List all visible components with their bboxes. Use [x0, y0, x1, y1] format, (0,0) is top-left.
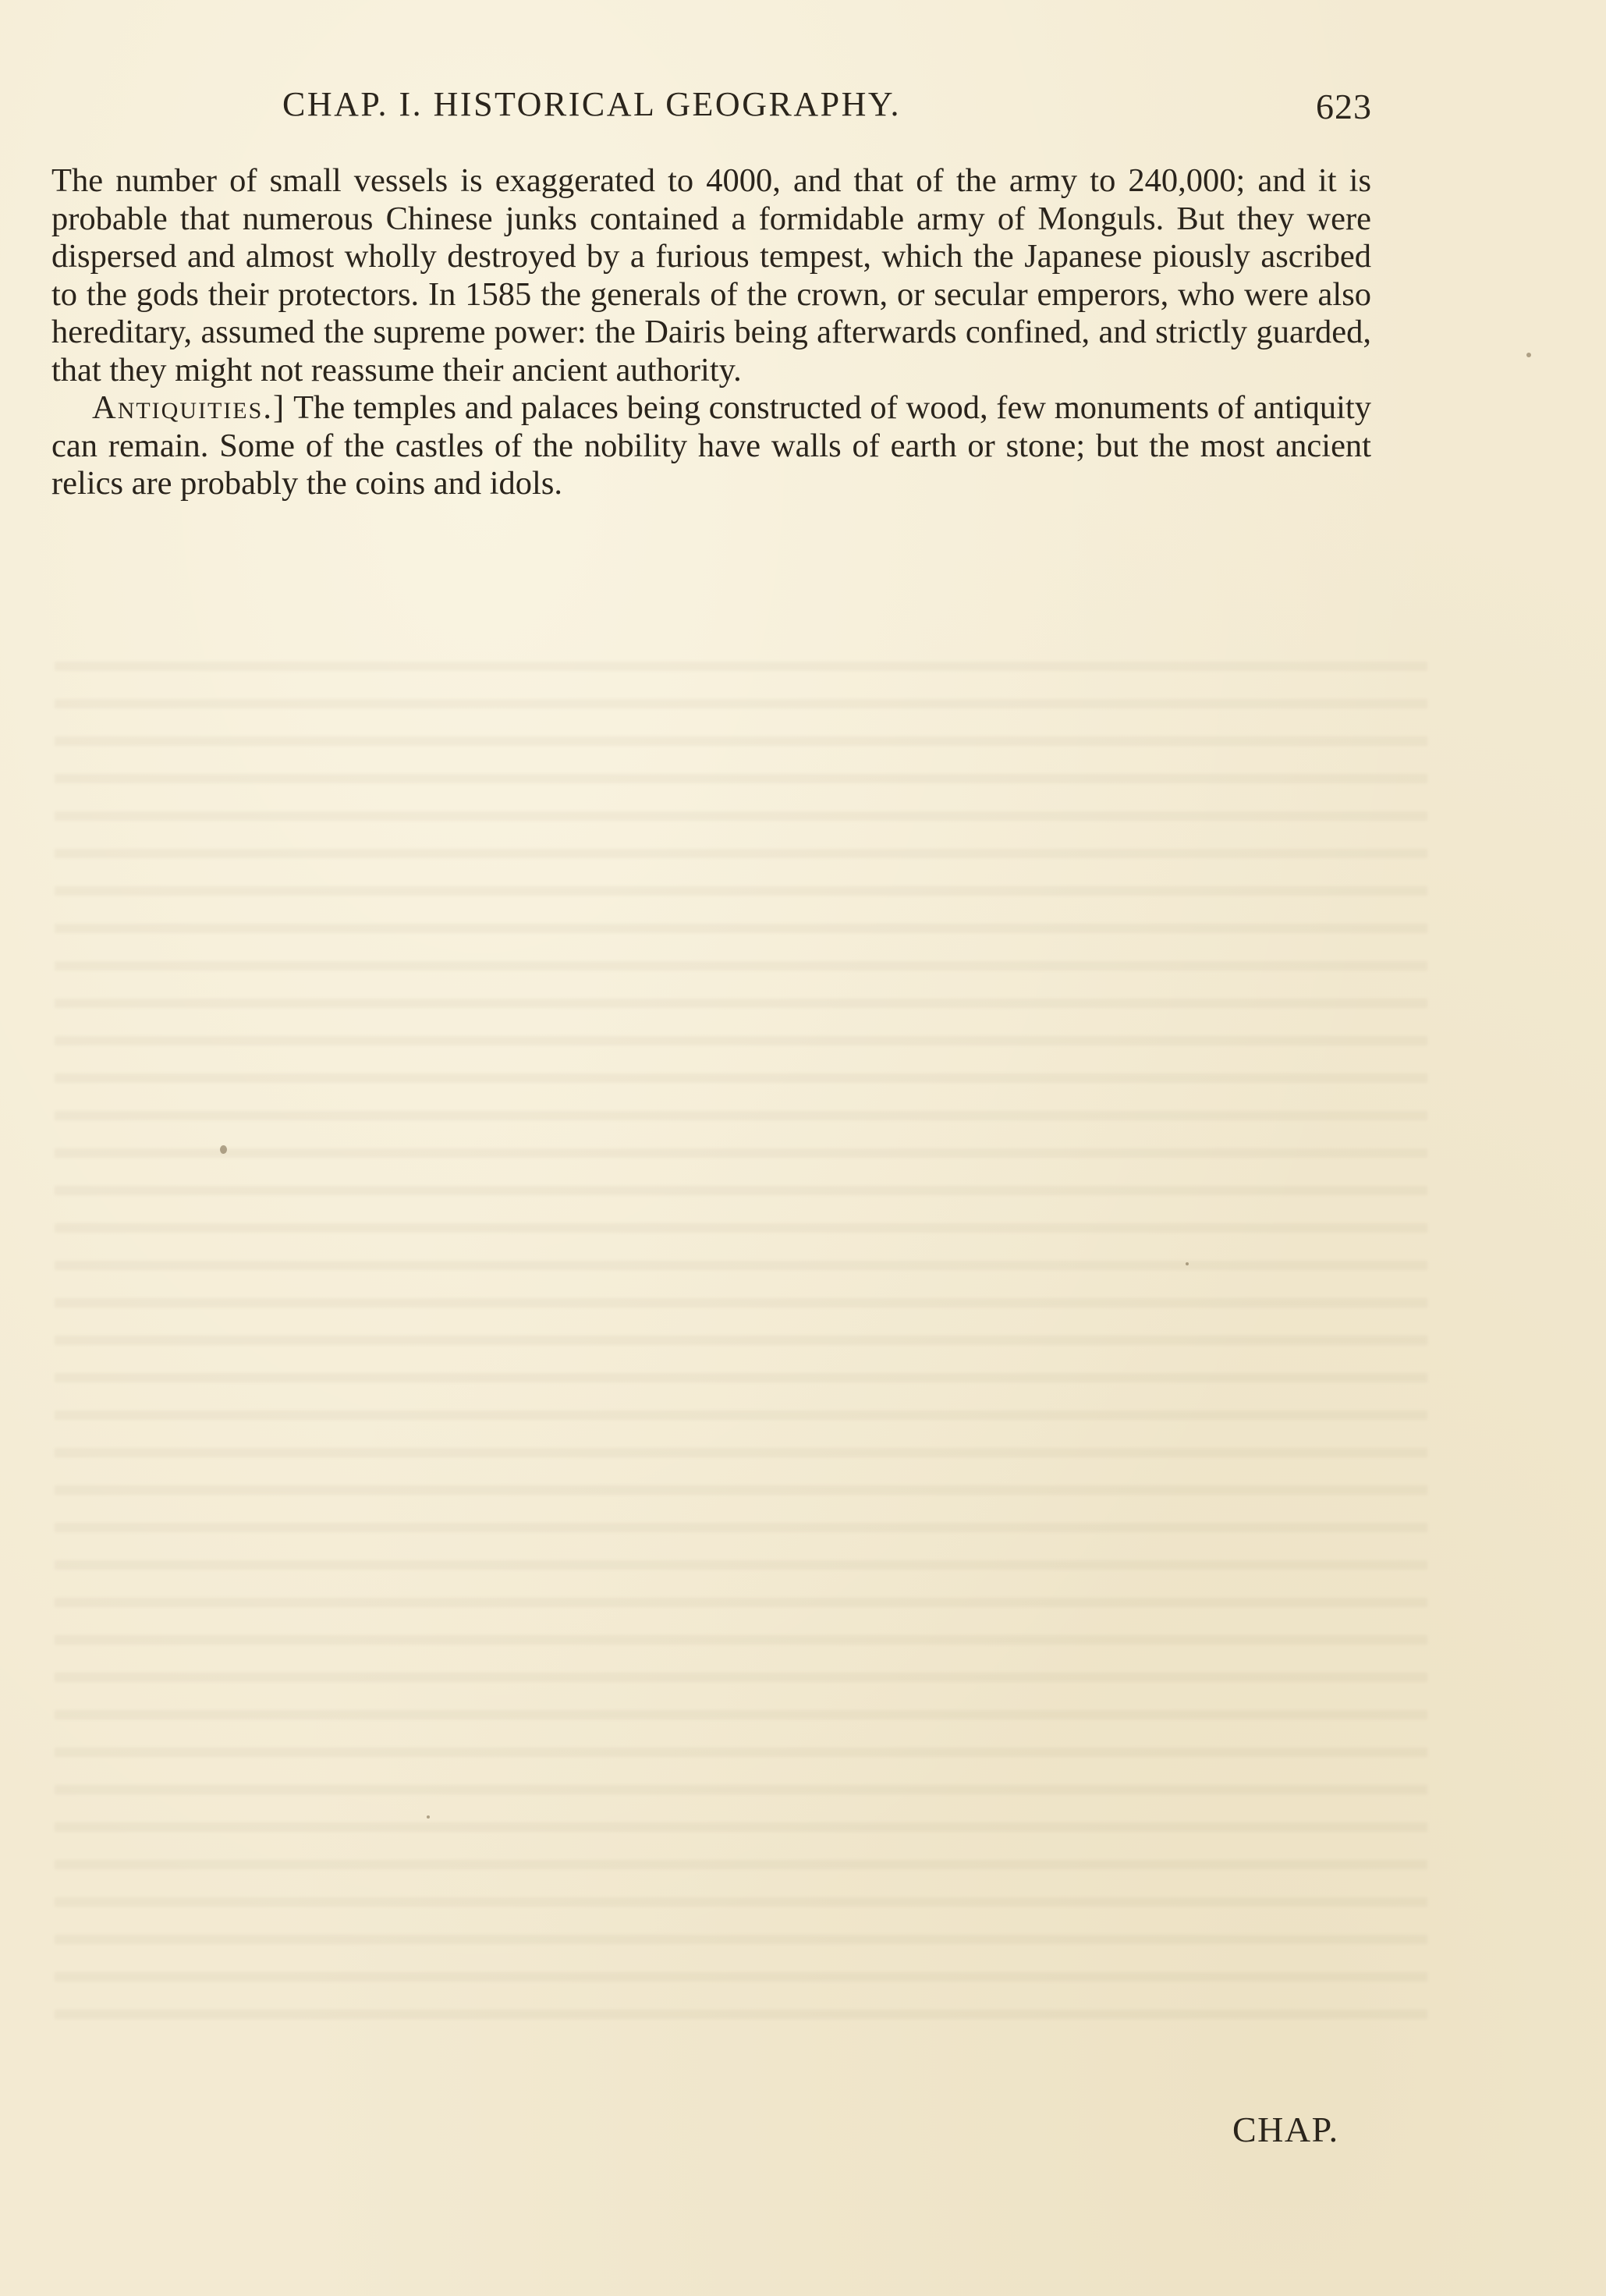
- paper-speck: [220, 1145, 227, 1154]
- paper-speck: [1526, 353, 1531, 357]
- paragraph-text: The temples and palaces being constructed of wood, few monuments of antiquity can remain. Some of the castles of the nobility have walls of earth or stone; but the most ancient relics are probably the coins and idols.: [51, 389, 1371, 502]
- side-heading: Antiquities.]: [92, 389, 286, 426]
- running-title: CHAP. I. HISTORICAL GEOGRAPHY.: [282, 85, 901, 123]
- paper-speck: [427, 1815, 430, 1819]
- paragraph: The number of small vessels is exaggerated to 4000, and that of the army to 240,000; and it is probable that numerous Chinese junks contained a formidable army of Monguls. But they were dispersed and almost wholly destroyed by a furious tempest, which the Japanese piously ascribed to the gods their protectors. In 1585 the generals of the crown, or secular emperors, who were also hereditary, assumed the supreme power: the Dairis being afterwards confined, and strictly guarded, that they might not reassume their ancient authority.: [51, 162, 1371, 389]
- verso-bleed-through: [55, 640, 1427, 2044]
- page-number: 623: [1316, 87, 1372, 126]
- catchword: CHAP.: [1232, 2110, 1339, 2149]
- paper-speck: [1186, 1262, 1189, 1265]
- paragraph: [51, 389, 1371, 503]
- body-text: [51, 162, 1371, 503]
- running-head: [282, 84, 1372, 131]
